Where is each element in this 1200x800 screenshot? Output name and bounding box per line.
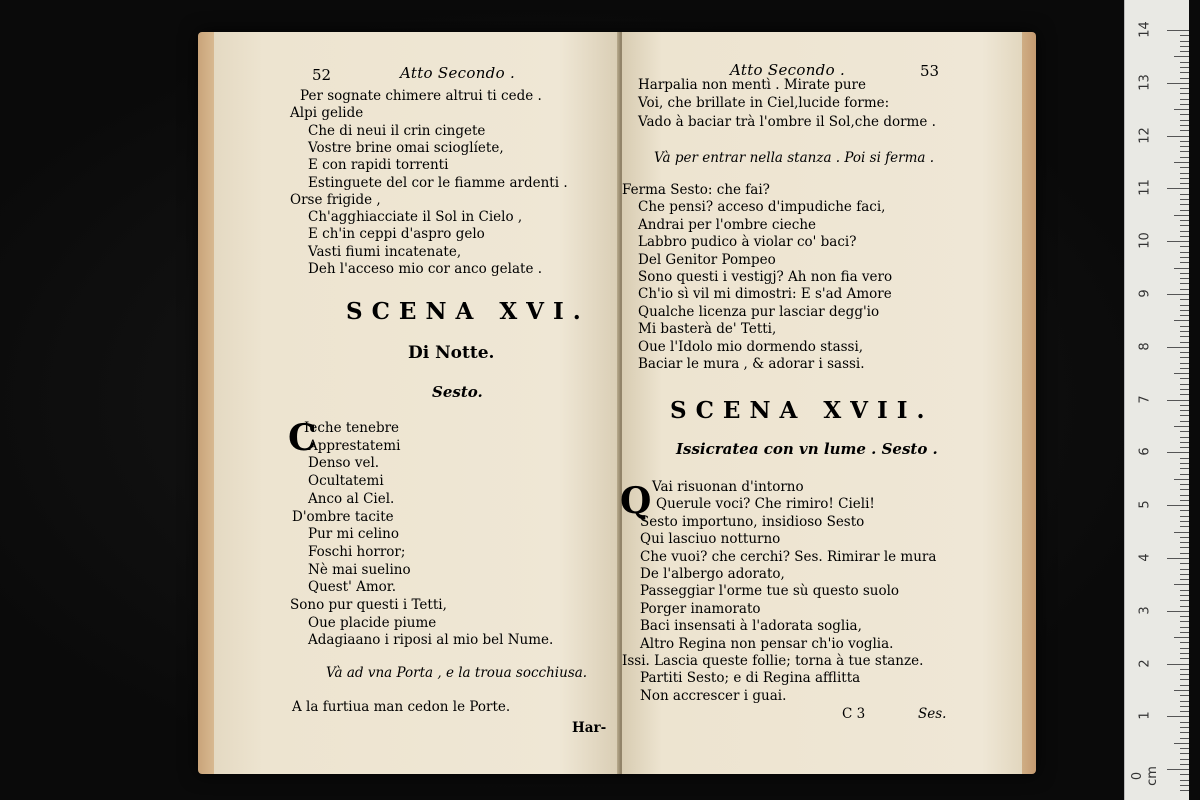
ruler-tick bbox=[1167, 452, 1189, 453]
ruler-tick bbox=[1180, 315, 1189, 316]
verse-line: Vado à baciar trà l'ombre il Sol,che dorme . bbox=[638, 113, 936, 130]
ruler-number: 2 bbox=[1137, 658, 1153, 668]
verse-line: Qui lasciuo notturno bbox=[640, 531, 781, 548]
scene-setting: Di Notte. bbox=[408, 343, 495, 363]
scene-heading-xvii: SCENA XVII. bbox=[670, 397, 934, 424]
ruler-tick bbox=[1180, 516, 1189, 517]
scene-heading-xvi: SCENA XVI. bbox=[346, 298, 590, 325]
ruler-tick bbox=[1180, 305, 1189, 306]
ruler-tick bbox=[1167, 188, 1189, 189]
ruler-number: 12 bbox=[1137, 126, 1153, 144]
ruler-tick bbox=[1180, 62, 1189, 63]
ruler-tick bbox=[1180, 336, 1189, 337]
verse-line: Pur mi celino bbox=[308, 526, 399, 543]
verse-line: D'ombre tacite bbox=[292, 508, 394, 525]
ruler-tick bbox=[1180, 194, 1189, 195]
verse-line: Partiti Sesto; e di Regina afflitta bbox=[640, 670, 861, 687]
ruler-tick bbox=[1180, 759, 1189, 760]
verse-line: E ch'in ceppi d'aspro gelo bbox=[308, 226, 485, 243]
ruler-tick bbox=[1180, 88, 1189, 89]
ruler-tick bbox=[1180, 130, 1189, 131]
ruler-tick bbox=[1180, 563, 1189, 564]
verse-line: Porger inamorato bbox=[640, 600, 761, 617]
verse-line: Harpalia non mentì . Mirate pure bbox=[638, 77, 866, 93]
ruler-tick bbox=[1180, 679, 1189, 680]
ruler-tick bbox=[1180, 669, 1189, 670]
ruler-tick bbox=[1180, 442, 1189, 443]
ruler-tick bbox=[1167, 611, 1189, 612]
verse-line: Vostre brine omai scioglíete, bbox=[308, 139, 504, 156]
ruler-tick bbox=[1180, 151, 1189, 152]
ruler-tick bbox=[1180, 658, 1189, 659]
ruler-tick bbox=[1180, 299, 1189, 300]
ruler-tick bbox=[1167, 558, 1189, 559]
ruler-tick bbox=[1174, 373, 1189, 374]
ruler-tick bbox=[1180, 389, 1189, 390]
ruler-tick bbox=[1174, 268, 1189, 269]
ruler-tick bbox=[1167, 136, 1189, 137]
ruler-tick bbox=[1180, 378, 1189, 379]
ruler-tick bbox=[1180, 384, 1189, 385]
ruler-tick bbox=[1174, 690, 1189, 691]
verse-line: Sesto importuno, insidioso Sesto bbox=[640, 513, 865, 530]
ruler-tick bbox=[1180, 579, 1189, 580]
ruler-tick bbox=[1180, 231, 1189, 232]
ruler-number: 1 bbox=[1137, 711, 1153, 721]
ruler-tick bbox=[1180, 732, 1189, 733]
ruler-tick bbox=[1174, 637, 1189, 638]
ruler-tick bbox=[1167, 664, 1189, 665]
ruler-tick bbox=[1180, 447, 1189, 448]
ruler-tick bbox=[1180, 590, 1189, 591]
stage-direction-left: Và ad vna Porta , e la troua socchiusa. bbox=[326, 665, 588, 681]
verse-line: E con rapidi torrenti bbox=[308, 157, 449, 174]
ruler-tick bbox=[1180, 711, 1189, 712]
ruler-tick bbox=[1180, 595, 1189, 596]
ruler-tick bbox=[1180, 495, 1189, 496]
ruler-tick bbox=[1180, 51, 1189, 52]
verse-line: Orse frigide , bbox=[290, 191, 381, 208]
ruler-tick bbox=[1180, 642, 1189, 643]
ruler-tick bbox=[1180, 178, 1189, 179]
ruler-tick bbox=[1180, 78, 1189, 79]
verse-line: Deh l'acceso mio cor anco gelate . bbox=[308, 261, 543, 277]
ruler-tick bbox=[1167, 769, 1189, 770]
ruler-tick bbox=[1180, 167, 1189, 168]
ruler-tick bbox=[1180, 252, 1189, 253]
verse-line: Sono questi i vestigj? Ah non fia vero bbox=[638, 269, 893, 285]
ruler-tick bbox=[1180, 510, 1189, 511]
ruler-tick bbox=[1180, 685, 1189, 686]
verse-line: Issi. Lascia queste follie; torna à tue stanze. bbox=[622, 653, 924, 669]
ruler-number: 11 bbox=[1137, 179, 1153, 197]
speaker-name: Sesto. bbox=[432, 383, 483, 401]
verse-line: De l'albergo adorato, bbox=[640, 566, 785, 582]
ruler-tick bbox=[1174, 215, 1189, 216]
ruler-tick bbox=[1180, 753, 1189, 754]
ruler-tick bbox=[1180, 489, 1189, 490]
ruler-tick bbox=[1180, 785, 1189, 786]
ruler-tick bbox=[1180, 542, 1189, 543]
verse-line: Foschi horror; bbox=[308, 543, 406, 560]
ruler-tick bbox=[1180, 157, 1189, 158]
ruler-tick bbox=[1180, 474, 1189, 475]
ruler-tick bbox=[1180, 125, 1189, 126]
verse-line: Mi basterà de' Tetti, bbox=[638, 321, 777, 338]
ruler-tick bbox=[1180, 653, 1189, 654]
ruler-tick bbox=[1180, 41, 1189, 42]
ruler-tick bbox=[1180, 547, 1189, 548]
verse-line: Per sognate chimere altrui ti cede . bbox=[300, 88, 542, 104]
ruler-number: 6 bbox=[1137, 447, 1153, 457]
verse-line: Baciar le mura , & adorar i sassi. bbox=[638, 356, 865, 372]
verse-line: Querule voci? Che rimiro! Cieli! bbox=[656, 496, 875, 513]
verse-line: Adagiaano i riposi al mio bel Nume. bbox=[308, 632, 554, 649]
ruler-tick bbox=[1174, 479, 1189, 480]
ruler-tick bbox=[1167, 400, 1189, 401]
verse-line: Anco al Ciel. bbox=[308, 490, 395, 507]
ruler-tick bbox=[1180, 674, 1189, 675]
ruler-tick bbox=[1180, 780, 1189, 781]
verse-line: Ocultatemi bbox=[308, 473, 384, 490]
ruler-tick bbox=[1180, 727, 1189, 728]
verse-line: Voi, che brillate in Ciel,lucide forme: bbox=[638, 95, 890, 112]
verse-line: Che pensi? acceso d'impudiche faci, bbox=[638, 199, 886, 216]
ruler-tick bbox=[1180, 790, 1189, 791]
ruler-tick bbox=[1180, 342, 1189, 343]
ruler-tick bbox=[1180, 199, 1189, 200]
ruler-tick bbox=[1180, 104, 1189, 105]
verse-line: Oue l'Idolo mio dormendo stassi, bbox=[638, 338, 864, 355]
ruler-tick bbox=[1180, 236, 1189, 237]
ruler-tick bbox=[1180, 99, 1189, 100]
ruler-tick bbox=[1180, 484, 1189, 485]
ruler-tick bbox=[1180, 437, 1189, 438]
ruler-tick bbox=[1180, 706, 1189, 707]
ruler-tick bbox=[1180, 352, 1189, 353]
drop-cap-left: C bbox=[288, 417, 317, 459]
ruler-tick bbox=[1180, 363, 1189, 364]
ruler-number: 9 bbox=[1137, 289, 1153, 298]
ruler-tick bbox=[1180, 225, 1189, 226]
ruler-tick bbox=[1180, 93, 1189, 94]
ruler-number: 7 bbox=[1137, 394, 1153, 404]
ruler-tick bbox=[1180, 368, 1189, 369]
ruler-number: 3 bbox=[1137, 606, 1153, 615]
ruler-tick bbox=[1180, 146, 1189, 147]
verse-line: Denso vel. bbox=[308, 455, 380, 472]
verse-line: Nè mai suelino bbox=[308, 561, 411, 578]
ruler-tick bbox=[1167, 241, 1189, 242]
verse-line: Andrai per l'ombre cieche bbox=[638, 216, 817, 233]
ruler-tick bbox=[1180, 35, 1189, 36]
ruler-tick bbox=[1180, 701, 1189, 702]
ruler-tick bbox=[1180, 67, 1189, 68]
verse-line: Estinguete del cor le fiamme ardenti . bbox=[308, 174, 568, 191]
ruler-tick bbox=[1180, 204, 1189, 205]
ruler-tick bbox=[1174, 426, 1189, 427]
verse-line: Che vuoi? che cerchi? Ses. Rimirar le mura bbox=[640, 548, 937, 565]
ruler-tick bbox=[1167, 347, 1189, 348]
ruler-tick bbox=[1180, 283, 1189, 284]
measuring-ruler bbox=[1124, 0, 1189, 800]
ruler-tick bbox=[1180, 632, 1189, 633]
verse-line: Passeggiar l'orme tue sù questo suolo bbox=[640, 583, 900, 600]
last-line-left: A la furtiua man cedon le Porte. bbox=[292, 699, 511, 715]
verse-line: Apprestatemi bbox=[308, 437, 401, 454]
ruler-tick bbox=[1174, 320, 1189, 321]
page-number-right: 53 bbox=[920, 62, 940, 80]
ruler-number: 10 bbox=[1137, 232, 1153, 249]
verse-line: Labbro pudico à violar co' baci? bbox=[638, 234, 857, 251]
ruler-tick bbox=[1180, 410, 1189, 411]
ruler-tick bbox=[1167, 505, 1189, 506]
verse-line: Altro Regina non pensar ch'io voglia. bbox=[640, 635, 894, 652]
ruler-tick bbox=[1180, 289, 1189, 290]
ruler-tick bbox=[1180, 421, 1189, 422]
verse-line: Che di neui il crin cingete bbox=[308, 122, 486, 139]
ruler-tick bbox=[1180, 273, 1189, 274]
ruler-tick bbox=[1180, 394, 1189, 395]
ruler-tick bbox=[1180, 738, 1189, 739]
ruler-tick bbox=[1180, 246, 1189, 247]
verse-line: Ch'agghiacciate il Sol in Cielo , bbox=[308, 209, 523, 226]
ruler-tick bbox=[1180, 120, 1189, 121]
ruler-tick bbox=[1180, 748, 1189, 749]
ruler-tick bbox=[1180, 569, 1189, 570]
ruler-tick bbox=[1180, 500, 1189, 501]
verse-line: Alpi gelide bbox=[290, 105, 364, 122]
ruler-tick bbox=[1167, 30, 1189, 31]
verse-line: Non accrescer i guai. bbox=[640, 687, 787, 704]
ruler-tick bbox=[1180, 278, 1189, 279]
ruler-tick bbox=[1167, 716, 1189, 717]
drop-cap-right: Q bbox=[620, 480, 652, 522]
ruler-tick bbox=[1180, 648, 1189, 649]
ruler-tick bbox=[1174, 109, 1189, 110]
verse-line: Oue placide piume bbox=[308, 614, 437, 631]
ruler-tick bbox=[1180, 463, 1189, 464]
ruler-tick bbox=[1174, 743, 1189, 744]
ruler-tick bbox=[1180, 173, 1189, 174]
ruler-tick bbox=[1180, 616, 1189, 617]
ruler-tick bbox=[1180, 553, 1189, 554]
ruler-tick bbox=[1180, 310, 1189, 311]
ruler-tick bbox=[1180, 774, 1189, 775]
catchword-left: Har- bbox=[572, 720, 607, 736]
ruler-tick bbox=[1174, 162, 1189, 163]
ruler-tick bbox=[1180, 210, 1189, 211]
ruler-number: 4 bbox=[1137, 553, 1153, 562]
ruler-tick bbox=[1180, 600, 1189, 601]
ruler-tick bbox=[1180, 114, 1189, 115]
verse-line: Sono pur questi i Tetti, bbox=[290, 597, 447, 613]
signature-mark: C 3 bbox=[842, 706, 866, 722]
verse-line: Vai risuonan d'intorno bbox=[652, 479, 804, 495]
verse-line: Vasti fiumi incatenate, bbox=[308, 243, 462, 260]
running-head-right: Atto Secondo . bbox=[730, 61, 846, 79]
ruler-number: 13 bbox=[1137, 74, 1153, 91]
ruler-tick bbox=[1180, 183, 1189, 184]
catchword-right: Ses. bbox=[918, 706, 947, 722]
ruler-number: 0 cm bbox=[1130, 766, 1160, 787]
verse-line: Ferma Sesto: che fai? bbox=[622, 182, 770, 198]
ruler-tick bbox=[1180, 331, 1189, 332]
ruler-tick bbox=[1174, 584, 1189, 585]
ruler-tick bbox=[1174, 532, 1189, 533]
ruler-tick bbox=[1180, 627, 1189, 628]
ruler-tick bbox=[1180, 46, 1189, 47]
verse-line: Ieche tenebre bbox=[304, 420, 400, 436]
page-number-left: 52 bbox=[312, 66, 332, 84]
ruler-tick bbox=[1174, 56, 1189, 57]
ruler-tick bbox=[1180, 526, 1189, 527]
ruler-number: 8 bbox=[1137, 342, 1153, 351]
ruler-tick bbox=[1180, 262, 1189, 263]
ruler-number: 5 bbox=[1137, 500, 1153, 509]
verse-line: Baci insensati à l'adorata soglia, bbox=[640, 618, 862, 635]
verse-line: Ch'io sì vil mi dimostri: E s'ad Amore bbox=[638, 286, 892, 303]
verse-line: Qualche licenza pur lasciar degg'io bbox=[638, 303, 880, 320]
verse-line: Del Genitor Pompeo bbox=[638, 251, 776, 268]
scene-persons: Issicratea con vn lume . Sesto . bbox=[676, 440, 938, 458]
ruler-tick bbox=[1167, 83, 1189, 84]
ruler-tick bbox=[1180, 141, 1189, 142]
ruler-tick bbox=[1180, 606, 1189, 607]
ruler-tick bbox=[1180, 431, 1189, 432]
ruler-tick bbox=[1180, 695, 1189, 696]
ruler-tick bbox=[1180, 521, 1189, 522]
ruler-tick bbox=[1180, 574, 1189, 575]
ruler-tick bbox=[1180, 72, 1189, 73]
ruler-tick bbox=[1180, 220, 1189, 221]
ruler-tick bbox=[1180, 458, 1189, 459]
ruler-tick bbox=[1180, 722, 1189, 723]
ruler-number: 14 bbox=[1137, 21, 1153, 38]
ruler-tick bbox=[1180, 415, 1189, 416]
running-head-left: Atto Secondo . bbox=[400, 64, 516, 82]
ruler-tick bbox=[1180, 326, 1189, 327]
ruler-tick bbox=[1167, 294, 1189, 295]
ruler-tick bbox=[1180, 764, 1189, 765]
ruler-tick bbox=[1180, 357, 1189, 358]
ruler-tick bbox=[1180, 405, 1189, 406]
verse-line: Quest' Amor. bbox=[308, 579, 397, 596]
ruler-tick bbox=[1180, 621, 1189, 622]
ruler-tick bbox=[1180, 537, 1189, 538]
stage-direction-right: Và per entrar nella stanza . Poi si ferma . bbox=[654, 150, 935, 166]
ruler-tick bbox=[1180, 468, 1189, 469]
ruler-tick bbox=[1180, 257, 1189, 258]
